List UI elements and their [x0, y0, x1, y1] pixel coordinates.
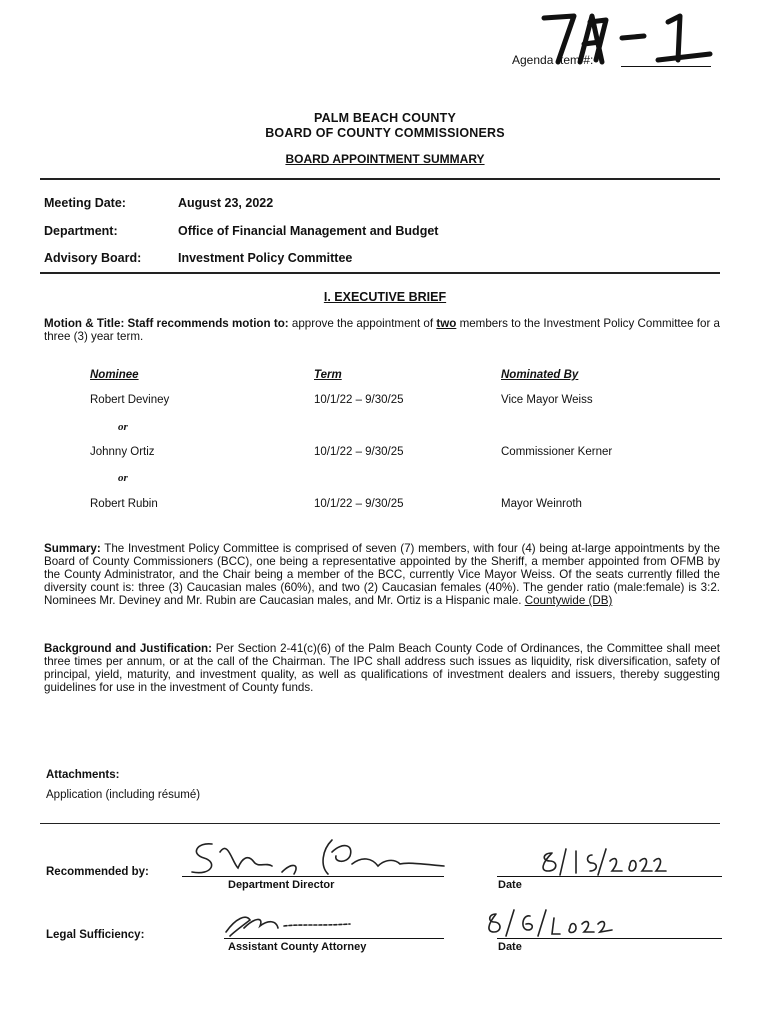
nominee-name: Robert Rubin: [90, 498, 158, 510]
nominee-header: Nominee: [90, 369, 139, 381]
countywide-tag: Countywide (DB): [524, 594, 613, 607]
term-header: Term: [314, 369, 342, 381]
or-separator: or: [118, 472, 128, 484]
background-paragraph: [44, 642, 720, 694]
advisory-board-label: Advisory Board:: [44, 251, 142, 265]
legal-signature-line: [224, 938, 444, 939]
director-signature: [182, 832, 452, 882]
recommended-date-line: [497, 876, 722, 877]
date-label: Date: [498, 941, 522, 953]
meeting-date-value: August 23, 2022: [178, 196, 274, 210]
or-separator: or: [118, 421, 128, 433]
motion-paragraph: [44, 317, 720, 343]
advisory-board-value: Investment Policy Committee: [178, 251, 353, 265]
department-value: Office of Financial Management and Budget: [178, 224, 439, 238]
divider-top: [40, 178, 720, 180]
nominee-nominated-by: Commissioner Kerner: [501, 446, 613, 458]
nominee-term: 10/1/22 – 9/30/25: [314, 394, 404, 406]
nominee-term: 10/1/22 – 9/30/25: [314, 498, 404, 510]
department-director-label: Department Director: [228, 879, 335, 891]
background-label: Background and Justification:: [44, 642, 212, 655]
summary-paragraph: [44, 542, 720, 607]
nominated-by-header: Nominated By: [501, 369, 579, 381]
motion-label: Motion & Title: Staff recommends motion to:: [44, 317, 289, 330]
motion-text-2: members to the Investment Policy Committee for a three (3) year term.: [44, 317, 720, 343]
nominee-name: Johnny Ortiz: [90, 446, 155, 458]
department-label: Department:: [44, 224, 118, 238]
legal-date-handwritten: [484, 908, 634, 938]
assistant-county-attorney-label: Assistant County Attorney: [228, 941, 367, 953]
recommended-date-handwritten: [540, 845, 670, 877]
attachments-label: Attachments:: [46, 769, 120, 781]
nominee-name: Robert Deviney: [90, 394, 170, 406]
nominee-nominated-by: Mayor Weinroth: [501, 498, 582, 510]
nominee-nominated-by: Vice Mayor Weiss: [501, 394, 593, 406]
recommended-signature-line: [182, 876, 444, 877]
meeting-date-label: Meeting Date:: [44, 196, 126, 210]
document-title: BOARD APPOINTMENT SUMMARY: [285, 152, 485, 166]
attachment-item: Application (including résumé): [46, 789, 201, 801]
agenda-item-label: Agenda Item #:: [512, 53, 594, 67]
date-label: Date: [498, 879, 522, 891]
recommended-by-label: Recommended by:: [46, 866, 149, 878]
county-title: PALM BEACH COUNTY: [313, 111, 457, 125]
background-text: Per Section 2-41(c)(6) of the Palm Beach County Code of Ordinances, the Committee shall meet three times per annum, or at the call of the Chairman. The IPC shall address such issues as liquidity, risk diversification, safety of principal, yield, maturity, and investment quality, as well as qualifications of investment dealers and issuers, thereby suggesting guidelines for use in the investment of County funds.: [44, 642, 720, 694]
attorney-signature: [220, 908, 360, 942]
summary-label: Summary:: [44, 542, 101, 555]
legal-sufficiency-label: Legal Sufficiency:: [46, 929, 145, 941]
legal-date-line: [497, 938, 722, 939]
divider-signatures: [40, 823, 720, 824]
summary-text: The Investment Policy Committee is comprised of seven (7) members, with four (4) being at-large appointments by the Board of County Commissioners (BCC), one being a representative appointed by the Sheriff, a member appointed from OFMB by the County Administrator, and the Chair being a member of the BCC, currently Vice Mayor Weiss. Of the seats currently filled the diversity count is: three (3) Caucasian males (60%), and two (2) Caucasian females (40%). The gender ratio (male:female) is 3:2. Nominees Mr. Deviney and Mr. Rubin are Caucasian males, and Mr. Ortiz is a Hispanic male.: [44, 542, 720, 607]
board-title: BOARD OF COUNTY COMMISSIONERS: [265, 126, 505, 140]
agenda-item-line: [621, 66, 711, 67]
motion-two: two: [436, 317, 457, 330]
divider-info: [40, 272, 720, 274]
motion-text-1: approve the appointment of: [291, 317, 434, 330]
nominee-term: 10/1/22 – 9/30/25: [314, 446, 404, 458]
executive-brief-heading: I. EXECUTIVE BRIEF: [323, 290, 447, 304]
